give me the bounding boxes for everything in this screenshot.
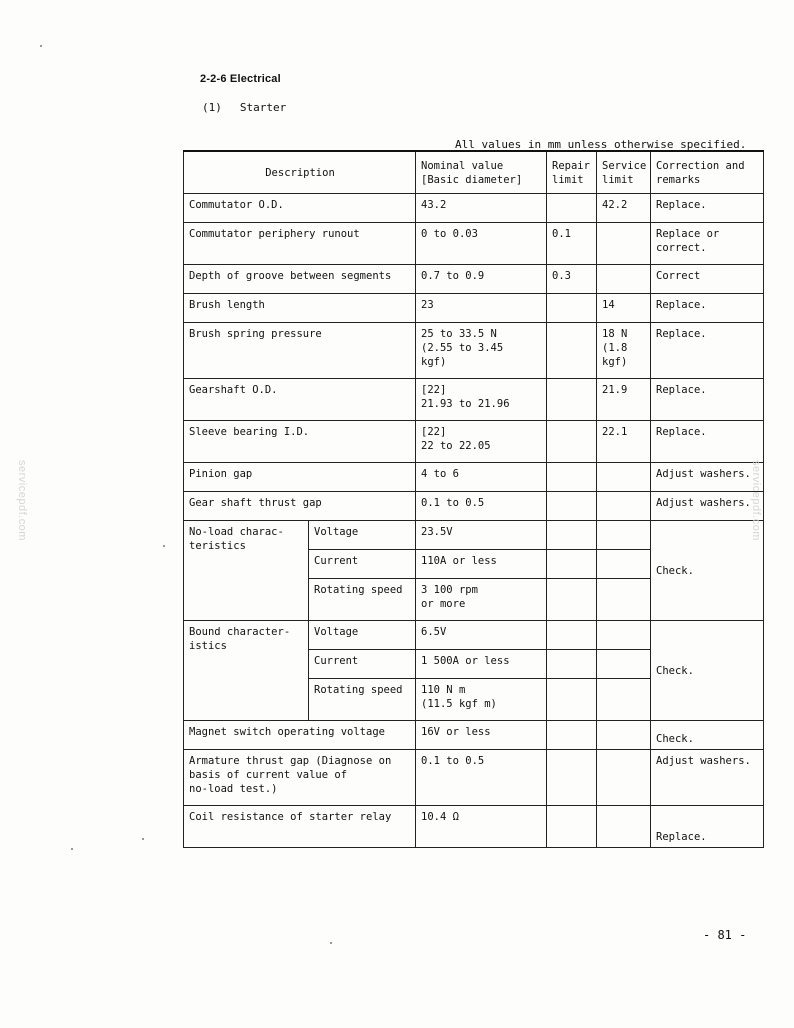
watermark-right: servicepdf.com: [750, 460, 762, 541]
cell-repair: 0.1: [547, 223, 597, 265]
header-description: Description: [184, 151, 416, 194]
cell-service: [597, 621, 651, 650]
cell-service: [597, 750, 651, 806]
cell-repair: [547, 463, 597, 492]
cell-nominal: 4 to 6: [416, 463, 547, 492]
scan-speck: [163, 545, 165, 547]
starter-spec-table: [183, 150, 764, 848]
table-row: [184, 323, 764, 379]
section-title: 2-2-6 Electrical: [200, 73, 281, 85]
table-row: [184, 379, 764, 421]
cell-nominal: 3 100 rpm or more: [416, 579, 547, 621]
cell-description: Armature thrust gap (Diagnose on basis of current value of no-load test.): [184, 750, 416, 806]
scan-speck: [71, 848, 73, 850]
cell-remarks: Replace.: [651, 323, 764, 379]
scan-speck: [330, 942, 332, 944]
cell-remarks: Replace.: [651, 379, 764, 421]
cell-nominal: 10.4 Ω: [416, 806, 547, 848]
cell-repair: [547, 621, 597, 650]
cell-service: [597, 223, 651, 265]
cell-nominal: 0.1 to 0.5: [416, 750, 547, 806]
cell-nominal: 0.1 to 0.5: [416, 492, 547, 521]
cell-repair: [547, 721, 597, 750]
cell-service: [597, 265, 651, 294]
table-row: [184, 421, 764, 463]
table-row-bound-voltage: [184, 621, 764, 650]
scan-speck: [40, 45, 42, 47]
cell-nominal: 43.2: [416, 194, 547, 223]
cell-service: 42.2: [597, 194, 651, 223]
cell-remarks: Replace.: [651, 194, 764, 223]
cell-remarks: Adjust washers.: [651, 750, 764, 806]
cell-nominal: 16V or less: [416, 721, 547, 750]
table-row: [184, 721, 764, 750]
cell-repair: [547, 194, 597, 223]
cell-description: Commutator O.D.: [184, 194, 416, 223]
cell-bound-label: Bound character- istics: [184, 621, 309, 721]
scan-speck: [142, 838, 144, 840]
cell-description: Sleeve bearing I.D.: [184, 421, 416, 463]
table-header-row: [184, 151, 764, 194]
cell-repair: [547, 323, 597, 379]
cell-repair: [547, 521, 597, 550]
cell-nominal: 0.7 to 0.9: [416, 265, 547, 294]
cell-repair: [547, 679, 597, 721]
cell-service: 22.1: [597, 421, 651, 463]
cell-repair: [547, 650, 597, 679]
cell-nominal: 0 to 0.03: [416, 223, 547, 265]
cell-remarks: Check.: [651, 721, 764, 750]
cell-service: [597, 463, 651, 492]
cell-service: [597, 492, 651, 521]
table-row: [184, 265, 764, 294]
cell-repair: [547, 806, 597, 848]
cell-remarks: Replace.: [651, 806, 764, 848]
cell-nominal: 23: [416, 294, 547, 323]
cell-remarks: Replace.: [651, 421, 764, 463]
cell-description: Brush spring pressure: [184, 323, 416, 379]
cell-service: [597, 550, 651, 579]
cell-service: 18 N (1.8 kgf): [597, 323, 651, 379]
cell-nominal: 1 500A or less: [416, 650, 547, 679]
cell-param: Voltage: [309, 521, 416, 550]
cell-description: Gear shaft thrust gap: [184, 492, 416, 521]
table-row: [184, 492, 764, 521]
cell-service: [597, 521, 651, 550]
cell-remarks: Correct: [651, 265, 764, 294]
cell-service: [597, 721, 651, 750]
cell-nominal: 110A or less: [416, 550, 547, 579]
cell-repair: [547, 750, 597, 806]
cell-param: Rotating speed: [309, 579, 416, 621]
cell-nominal: [22] 22 to 22.05: [416, 421, 547, 463]
header-remarks: Correction and remarks: [651, 151, 764, 194]
header-service-limit: Service limit: [597, 151, 651, 194]
cell-noload-label: No-load charac- teristics: [184, 521, 309, 621]
watermark-left: servicepdf.com: [16, 460, 28, 541]
cell-nominal: [22] 21.93 to 21.96: [416, 379, 547, 421]
header-repair-limit: Repair limit: [547, 151, 597, 194]
cell-service: [597, 579, 651, 621]
cell-remarks: Replace.: [651, 294, 764, 323]
cell-service: [597, 806, 651, 848]
cell-repair: [547, 492, 597, 521]
cell-param: Current: [309, 550, 416, 579]
cell-param: Current: [309, 650, 416, 679]
cell-nominal: 110 N m (11.5 kgf m): [416, 679, 547, 721]
cell-repair: [547, 579, 597, 621]
cell-repair: [547, 421, 597, 463]
cell-service: [597, 679, 651, 721]
cell-description: Depth of groove between segments: [184, 265, 416, 294]
cell-nominal: 23.5V: [416, 521, 547, 550]
table-row: [184, 463, 764, 492]
cell-param: Rotating speed: [309, 679, 416, 721]
cell-param: Voltage: [309, 621, 416, 650]
cell-description: Brush length: [184, 294, 416, 323]
cell-remarks: Adjust washers.: [651, 492, 764, 521]
cell-repair: [547, 550, 597, 579]
table-row: [184, 294, 764, 323]
cell-nominal: 25 to 33.5 N (2.55 to 3.45 kgf): [416, 323, 547, 379]
table-row-noload-voltage: [184, 521, 764, 550]
table-row: [184, 750, 764, 806]
cell-service: [597, 650, 651, 679]
cell-repair: 0.3: [547, 265, 597, 294]
table-row: [184, 806, 764, 848]
subsection-title: Starter: [239, 101, 287, 114]
cell-service: 21.9: [597, 379, 651, 421]
cell-description: Gearshaft O.D.: [184, 379, 416, 421]
cell-description: Magnet switch operating voltage: [184, 721, 416, 750]
cell-description: Coil resistance of starter relay: [184, 806, 416, 848]
cell-service: 14: [597, 294, 651, 323]
units-note: All values in mm unless otherwise specified.: [455, 138, 747, 151]
cell-description: Pinion gap: [184, 463, 416, 492]
subsection-number: (1): [202, 101, 222, 114]
cell-noload-remarks: Check.: [651, 521, 764, 621]
cell-nominal: 6.5V: [416, 621, 547, 650]
table-row: [184, 223, 764, 265]
cell-repair: [547, 379, 597, 421]
cell-description: Commutator periphery runout: [184, 223, 416, 265]
cell-bound-remarks: Check.: [651, 621, 764, 721]
cell-remarks: Replace or correct.: [651, 223, 764, 265]
header-nominal: Nominal value [Basic diameter]: [416, 151, 547, 194]
table-row: [184, 194, 764, 223]
cell-remarks: Adjust washers.: [651, 463, 764, 492]
cell-repair: [547, 294, 597, 323]
page-number: - 81 -: [703, 928, 747, 942]
subsection-heading: [202, 101, 286, 114]
